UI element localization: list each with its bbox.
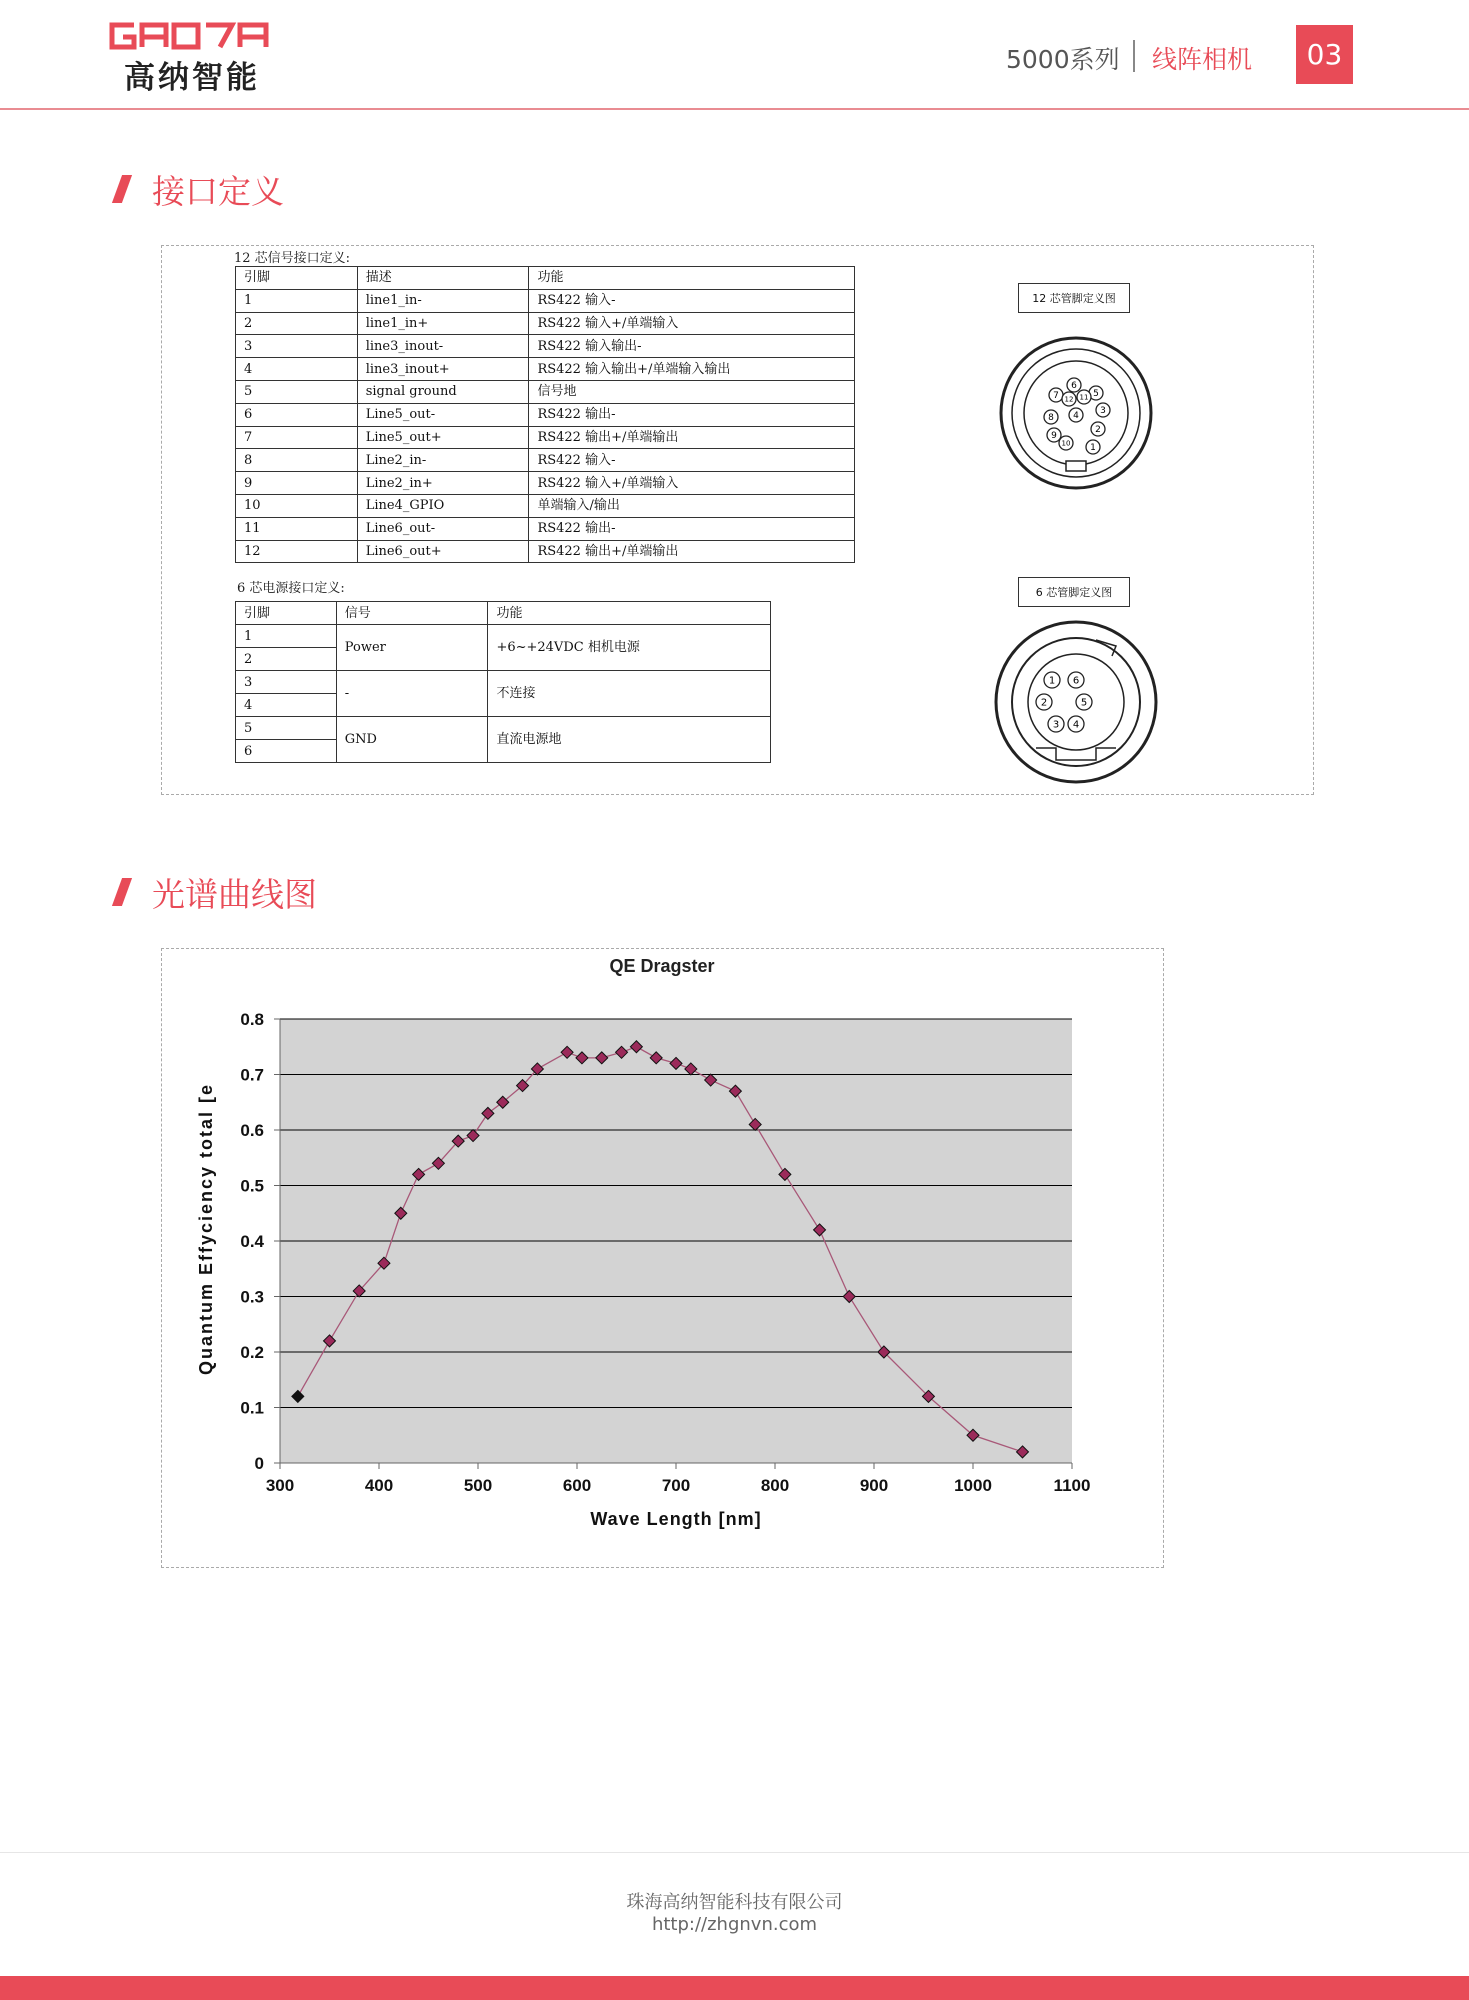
header-cell: 引脚	[236, 267, 358, 290]
description-cell: Line6_out+	[357, 540, 529, 563]
header-rule	[0, 108, 1469, 110]
y-tick-label: 0.5	[240, 1176, 264, 1196]
header-cell: 功能	[529, 267, 855, 290]
y-axis-label: Quantum Effyciency total [e	[196, 1082, 216, 1376]
pin-cell: 4	[236, 358, 358, 381]
connector-pin	[1086, 440, 1100, 454]
connector-pin	[1091, 422, 1105, 436]
pin-cell: 6	[236, 740, 337, 763]
description-cell: line1_in-	[357, 289, 529, 312]
connector-pin-label: 12	[1064, 395, 1074, 404]
y-tick-label: 0.6	[240, 1121, 264, 1140]
function-cell: RS422 输出-	[529, 517, 855, 540]
connector-pin-label: 11	[1079, 393, 1089, 402]
connector-pin	[1047, 428, 1061, 442]
y-tick-label: 0.2	[240, 1343, 264, 1362]
section-marker-icon	[112, 878, 132, 906]
connector-12-label: 12 芯管脚定义图	[1018, 283, 1130, 313]
connector-pin-label: 5	[1093, 389, 1099, 400]
y-tick-label: 0.4	[240, 1232, 264, 1251]
signal-table-caption: 12 芯信号接口定义:	[234, 251, 351, 266]
page-number-badge: 03	[1296, 25, 1353, 84]
connector-pin	[1069, 408, 1083, 422]
footer-bar	[0, 1976, 1469, 2000]
x-tick-label: 500	[463, 1476, 493, 1495]
pin-cell: 10	[236, 494, 358, 517]
description-cell: Line5_out+	[357, 426, 529, 449]
function-cell: RS422 输入+/单端输入	[529, 312, 855, 335]
footer-url[interactable]: http://zhgnvn.com	[651, 1914, 818, 1935]
pin-cell: 7	[236, 426, 358, 449]
table-row	[236, 472, 855, 495]
connector-pin-label: 4	[1073, 411, 1079, 422]
connector-pin	[1096, 403, 1110, 417]
header-cell: 信号	[336, 602, 488, 625]
connector-pin	[1062, 392, 1076, 406]
description-cell: line3_inout+	[357, 358, 529, 381]
connector-pin	[1048, 716, 1064, 732]
pin-cell: 1	[236, 625, 337, 648]
header-cell: 功能	[488, 602, 771, 625]
y-tick-label: 0.8	[240, 1010, 264, 1029]
company-logo-text: 高纳智能	[124, 60, 260, 96]
connector-pin-label: 8	[1048, 413, 1054, 424]
footer-company: 珠海高纳智能科技有限公司	[626, 1892, 843, 1913]
description-cell: Line6_out-	[357, 517, 529, 540]
table-row	[236, 540, 855, 563]
connector-pin-label: 1	[1048, 675, 1056, 687]
function-cell: RS422 输入-	[529, 449, 855, 472]
connector-pin-label: 2	[1040, 697, 1048, 709]
connector-pin-label: 6	[1071, 381, 1077, 392]
pin-cell: 3	[236, 671, 337, 694]
function-cell: RS422 输出+/单端输出	[529, 540, 855, 563]
pin-cell: 3	[236, 335, 358, 358]
function-cell: 信号地	[529, 380, 855, 403]
connector-pin	[1059, 436, 1073, 450]
signal-pin-table	[235, 266, 855, 563]
connector-pin-label: 9	[1051, 431, 1057, 442]
x-tick-label: 600	[562, 1476, 592, 1495]
pin-cell: 1	[236, 289, 358, 312]
connector-pin-label: 6	[1072, 675, 1080, 687]
x-tick-label: 900	[859, 1476, 889, 1495]
product-label: 线阵相机	[1152, 45, 1253, 74]
connector-pin	[1036, 694, 1052, 710]
company-logo-mark	[108, 22, 272, 50]
table-row	[236, 426, 855, 449]
function-cell: RS422 输出-	[529, 403, 855, 426]
table-row	[236, 717, 771, 740]
function-cell: RS422 输入+/单端输入	[529, 472, 855, 495]
pin-cell: 11	[236, 517, 358, 540]
pin-cell: 4	[236, 694, 337, 717]
description-cell: signal ground	[357, 380, 529, 403]
pin-cell: 2	[236, 648, 337, 671]
table-row	[236, 494, 855, 517]
connector-pin-label: 3	[1052, 719, 1060, 731]
x-tick-label: 800	[760, 1476, 790, 1495]
header-cell: 引脚	[236, 602, 337, 625]
description-cell: Line5_out-	[357, 403, 529, 426]
signal-cell: -	[336, 671, 488, 717]
table-row	[236, 312, 855, 335]
pin-cell: 2	[236, 312, 358, 335]
pin-cell: 5	[236, 717, 337, 740]
table-row	[236, 358, 855, 381]
function-cell: RS422 输入输出-	[529, 335, 855, 358]
connector-pin-label: 4	[1072, 719, 1080, 731]
table-row	[236, 380, 855, 403]
pin-cell: 6	[236, 403, 358, 426]
pin-cell: 8	[236, 449, 358, 472]
table-row	[236, 449, 855, 472]
description-cell: line1_in+	[357, 312, 529, 335]
connector-pin-label: 7	[1053, 391, 1059, 402]
table-row	[236, 403, 855, 426]
x-tick-label: 700	[661, 1476, 691, 1495]
series-label: 5000系列	[1006, 45, 1120, 74]
signal-cell: Power	[336, 625, 488, 671]
connector-pin	[1077, 390, 1091, 404]
y-tick-label: 0.1	[240, 1398, 264, 1418]
function-cell: 单端输入/输出	[529, 494, 855, 517]
pin-cell: 5	[236, 380, 358, 403]
x-tick-label: 400	[364, 1476, 394, 1495]
connector-pin	[1067, 378, 1081, 392]
x-tick-label: 1100	[1053, 1476, 1091, 1495]
connector-pin	[1076, 694, 1092, 710]
power-pin-table	[235, 601, 771, 763]
table-row	[236, 517, 855, 540]
table-row	[236, 289, 855, 312]
table-header-row	[236, 602, 771, 625]
description-cell: Line2_in+	[357, 472, 529, 495]
connector-pin	[1068, 672, 1084, 688]
table-header-row	[236, 267, 855, 290]
description-cell: Line2_in-	[357, 449, 529, 472]
connector-pin-label: 10	[1061, 439, 1071, 448]
connector-pin	[1068, 716, 1084, 732]
table-row	[236, 671, 771, 694]
function-cell: RS422 输出+/单端输出	[529, 426, 855, 449]
section-title-interface: 接口定义	[152, 172, 284, 211]
x-axis-label: Wave Length [nm]	[590, 1509, 762, 1529]
connector-pin	[1044, 410, 1058, 424]
footer-rule	[0, 1852, 1469, 1853]
connector-6-label: 6 芯管脚定义图	[1018, 577, 1130, 607]
qe-chart	[162, 949, 1162, 1567]
header-cell: 描述	[357, 267, 529, 290]
connector-6-diagram	[992, 620, 1162, 785]
table-row	[236, 625, 771, 648]
signal-cell: GND	[336, 717, 488, 763]
x-tick-label: 300	[265, 1476, 295, 1495]
connector-pin-label: 5	[1080, 697, 1088, 709]
function-cell: +6~+24VDC 相机电源	[488, 625, 771, 671]
header-divider	[1133, 40, 1135, 72]
power-table-caption: 6 芯电源接口定义:	[237, 581, 345, 596]
function-cell: RS422 输入输出+/单端输入输出	[529, 358, 855, 381]
chart-title: QE Dragster	[609, 956, 715, 976]
function-cell: 直流电源地	[488, 717, 771, 763]
pin-cell: 9	[236, 472, 358, 495]
connector-pin-label: 2	[1095, 425, 1101, 436]
function-cell: RS422 输入-	[529, 289, 855, 312]
connector-pin-label: 1	[1090, 443, 1096, 454]
section-marker-icon	[112, 175, 132, 203]
function-cell: 不连接	[488, 671, 771, 717]
y-tick-label: 0	[254, 1454, 264, 1473]
section-title-spectrum: 光谱曲线图	[152, 875, 317, 914]
connector-pin-label: 3	[1100, 406, 1106, 417]
y-tick-label: 0.3	[240, 1287, 264, 1307]
description-cell: line3_inout-	[357, 335, 529, 358]
connector-pin	[1049, 388, 1063, 402]
y-tick-label: 0.7	[240, 1065, 264, 1085]
pin-cell: 12	[236, 540, 358, 563]
connector-pin	[1044, 672, 1060, 688]
connector-12-diagram	[996, 335, 1156, 495]
table-row	[236, 335, 855, 358]
description-cell: Line4_GPIO	[357, 494, 529, 517]
x-tick-label: 1000	[954, 1476, 992, 1495]
